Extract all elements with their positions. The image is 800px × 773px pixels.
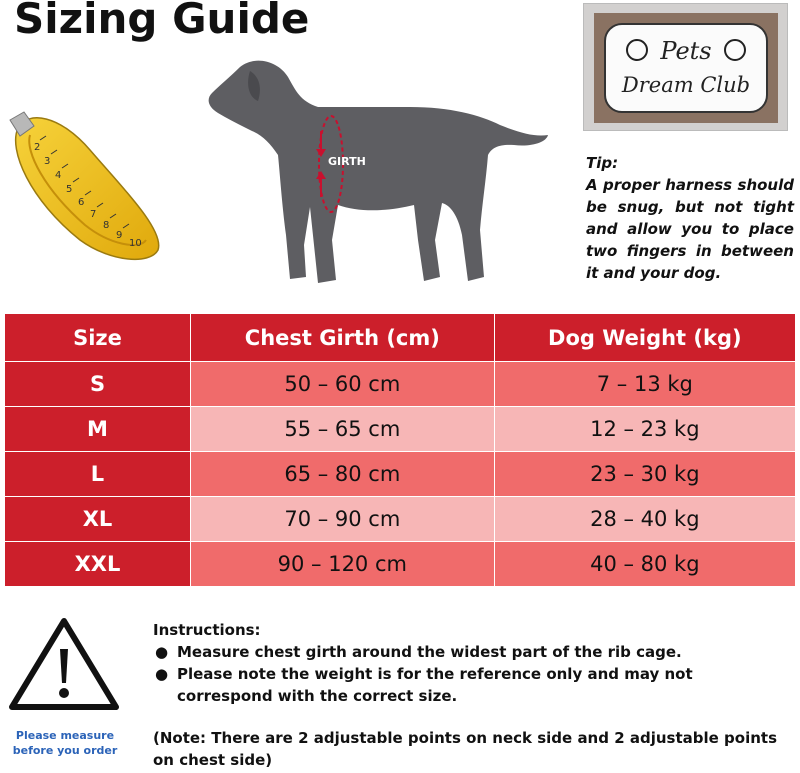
instructions xyxy=(153,619,793,707)
size-cell: M xyxy=(5,407,191,452)
svg-text:2: 2 xyxy=(34,142,41,153)
size-cell: XXL xyxy=(5,542,191,587)
header-chest-girth: Chest Girth (cm) xyxy=(191,314,495,362)
size-cell: S xyxy=(5,362,191,407)
measure-reminder xyxy=(0,728,130,758)
svg-text:10: 10 xyxy=(129,238,142,249)
table-header-row xyxy=(5,314,796,362)
measure-reminder-line1: Please measure xyxy=(15,729,115,742)
table-row xyxy=(5,497,796,542)
chest-girth-cell: 65 – 80 cm xyxy=(191,452,495,497)
table-row xyxy=(5,362,796,407)
svg-text:7: 7 xyxy=(90,209,97,220)
svg-text:8: 8 xyxy=(103,220,110,231)
header-size: Size xyxy=(5,314,191,362)
instruction-text: Measure chest girth around the widest part of the rib cage. xyxy=(177,643,682,661)
logo-text-pets: Pets xyxy=(660,37,712,65)
svg-text:9: 9 xyxy=(116,230,123,241)
instruction-text: Please note the weight is for the reference only and may not correspond with the correct size. xyxy=(177,665,693,705)
sizing-table xyxy=(4,313,796,587)
list-item xyxy=(153,663,793,707)
chest-girth-cell: 70 – 90 cm xyxy=(191,497,495,542)
list-item xyxy=(153,641,793,663)
dog-weight-cell: 23 – 30 kg xyxy=(494,452,795,497)
logo-text-club: Dream Club xyxy=(621,73,751,97)
header-dog-weight: Dog Weight (kg) xyxy=(494,314,795,362)
girth-label: GIRTH xyxy=(328,155,366,168)
measure-reminder-line2: before you order xyxy=(12,744,118,757)
page-title: Sizing Guide xyxy=(14,0,310,43)
chest-girth-cell: 50 – 60 cm xyxy=(191,362,495,407)
brand-logo xyxy=(583,3,788,131)
chest-girth-cell: 55 – 65 cm xyxy=(191,407,495,452)
size-cell: L xyxy=(5,452,191,497)
dog-weight-cell: 40 – 80 kg xyxy=(494,542,795,587)
warning-triangle-icon xyxy=(8,617,120,712)
svg-text:6: 6 xyxy=(78,197,85,208)
size-cell: XL xyxy=(5,497,191,542)
tip-body: A proper harness should be snug, but not tight and allow you to place two fingers in between it and your dog. xyxy=(586,176,794,282)
svg-text:4: 4 xyxy=(55,170,62,181)
measuring-tape-icon xyxy=(0,90,170,270)
table-row xyxy=(5,452,796,497)
instructions-heading: Instructions: xyxy=(153,621,261,639)
dog-weight-cell: 12 – 23 kg xyxy=(494,407,795,452)
tip-box xyxy=(586,152,794,284)
dog-weight-cell: 7 – 13 kg xyxy=(494,362,795,407)
table-row xyxy=(5,542,796,587)
bullet-icon: ● xyxy=(155,643,169,661)
svg-text:5: 5 xyxy=(66,184,73,195)
chest-girth-cell: 90 – 120 cm xyxy=(191,542,495,587)
table-row xyxy=(5,407,796,452)
svg-text:3: 3 xyxy=(44,156,51,167)
dog-weight-cell: 28 – 40 kg xyxy=(494,497,795,542)
dog-silhouette-icon xyxy=(200,55,550,290)
bullet-icon: ● xyxy=(155,665,169,683)
tip-heading: Tip: xyxy=(586,154,619,172)
adjustment-note: (Note: There are 2 adjustable points on neck side and 2 adjustable points on chest side) xyxy=(153,729,777,769)
